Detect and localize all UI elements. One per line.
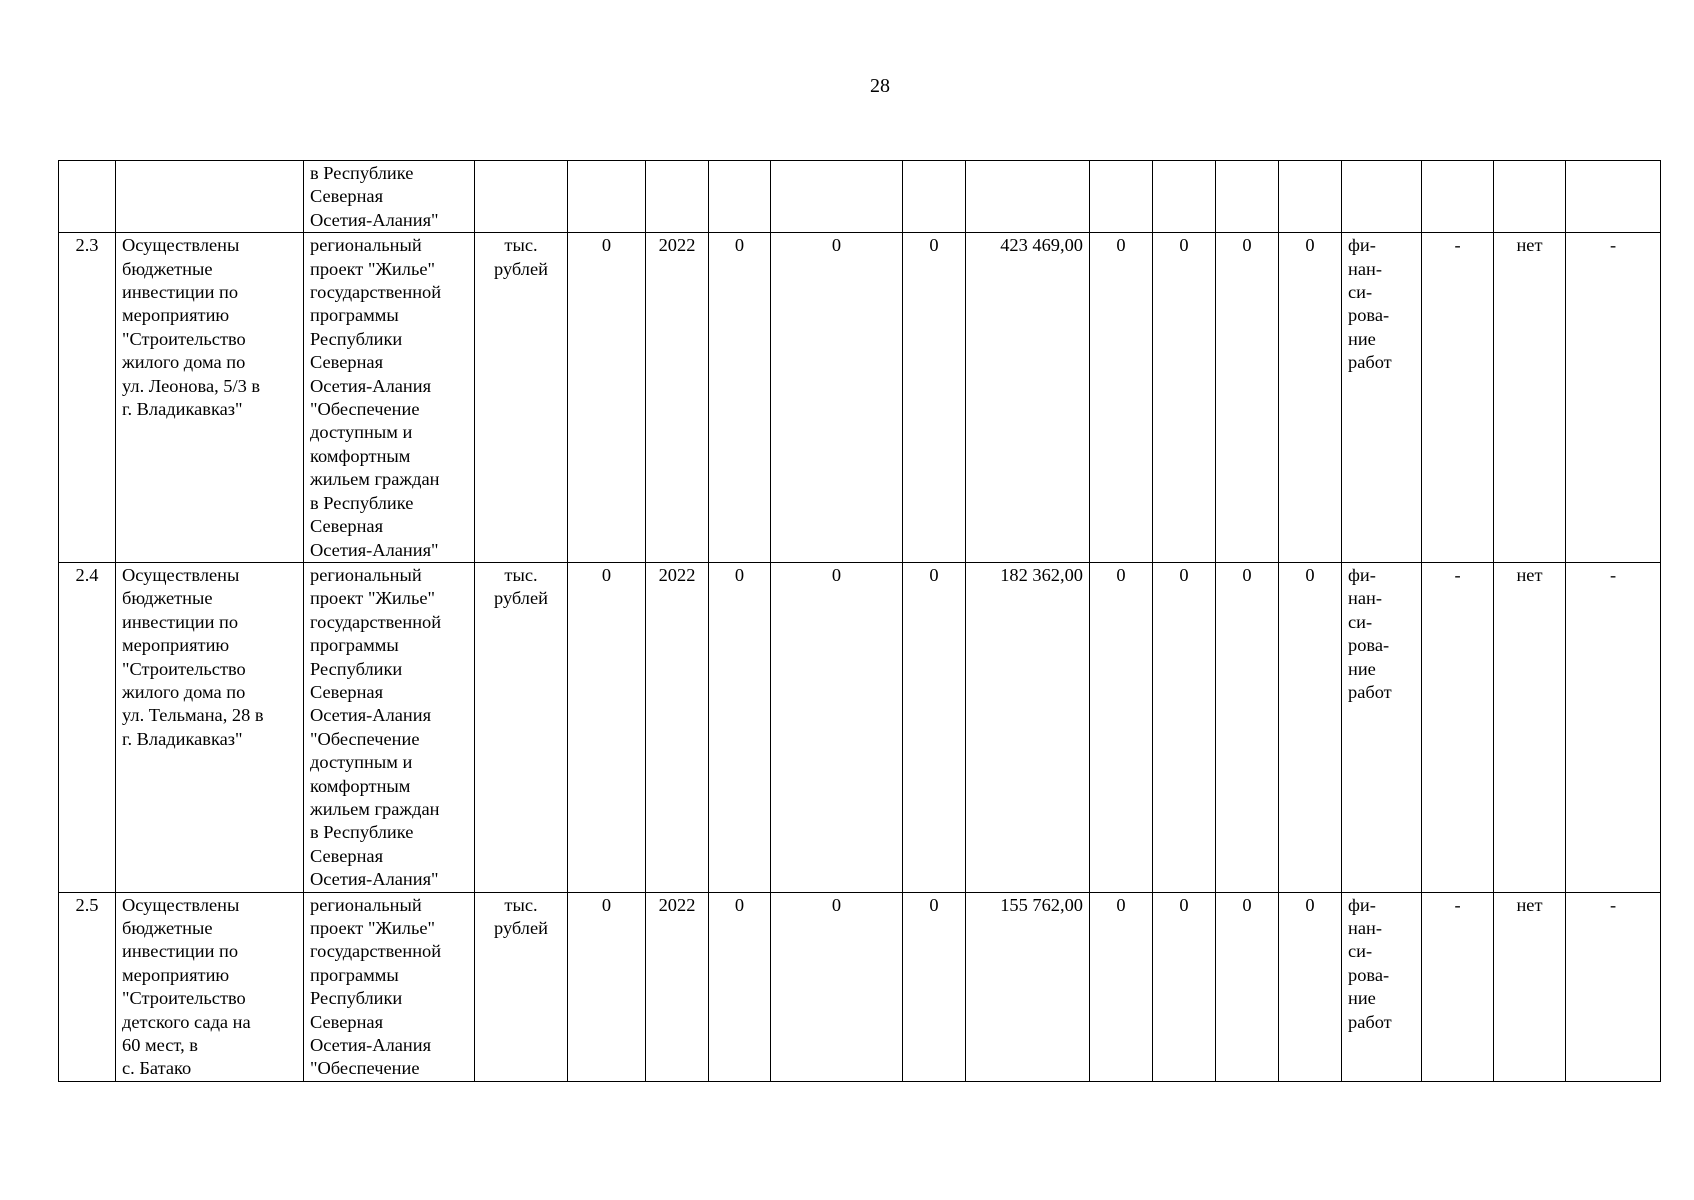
- cell-unit: тыс. рублей: [475, 233, 568, 563]
- cell-unit: тыс. рублей: [475, 562, 568, 892]
- cell-v6: 0: [1216, 892, 1279, 1081]
- cell-work: фи- нан- си- рова- ние работ: [1342, 562, 1422, 892]
- cell-v5: 0: [1153, 562, 1216, 892]
- cell-v7: 0: [1279, 562, 1342, 892]
- cell-unit: тыс. рублей: [475, 892, 568, 1081]
- cell-num: 2.4: [59, 562, 116, 892]
- cell-result: Осуществлены бюджетные инвестиции по мероприятию "Строительство детского сада на 60 мест, в с. Батако: [116, 892, 304, 1081]
- cell-dash1: [1422, 161, 1494, 233]
- cell-sum: 155 762,00: [966, 892, 1090, 1081]
- cell-v2: 0: [771, 233, 903, 563]
- cell-work: фи- нан- си- рова- ние работ: [1342, 233, 1422, 563]
- cell-program: региональный проект "Жилье" государственной программы Республики Северная Осетия-Алания "Обеспечение: [304, 892, 475, 1081]
- cell-work: [1342, 161, 1422, 233]
- cell-v1: 0: [709, 892, 771, 1081]
- cell-sum: [966, 161, 1090, 233]
- cell-year: [646, 161, 709, 233]
- cell-dash1: -: [1422, 233, 1494, 563]
- cell-unit: [475, 161, 568, 233]
- cell-program: региональный проект "Жилье" государственной программы Республики Северная Осетия-Алания "Обеспечение доступным и комфортным жильем граждан в Республике Северная Осетия-Алания": [304, 233, 475, 563]
- cell-year: 2022: [646, 892, 709, 1081]
- table-row: [59, 233, 1661, 563]
- cell-year: 2022: [646, 233, 709, 563]
- cell-result: [116, 161, 304, 233]
- cell-yn: нет: [1494, 233, 1566, 563]
- cell-v6: 0: [1216, 562, 1279, 892]
- cell-dash2: -: [1566, 892, 1661, 1081]
- cell-result: Осуществлены бюджетные инвестиции по мероприятию "Строительство жилого дома по ул. Леонова, 5/3 в г. Владикавказ": [116, 233, 304, 563]
- cell-dash1: -: [1422, 562, 1494, 892]
- cell-num: [59, 161, 116, 233]
- cell-v7: 0: [1279, 892, 1342, 1081]
- cell-v2: 0: [771, 562, 903, 892]
- cell-num: 2.3: [59, 233, 116, 563]
- cell-base: 0: [568, 892, 646, 1081]
- cell-year: 2022: [646, 562, 709, 892]
- cell-result: Осуществлены бюджетные инвестиции по мероприятию "Строительство жилого дома по ул. Тельмана, 28 в г. Владикавказ": [116, 562, 304, 892]
- page-number: 28: [870, 75, 890, 97]
- cell-v5: 0: [1153, 892, 1216, 1081]
- cell-v4: [1090, 161, 1153, 233]
- cell-v3: [903, 161, 966, 233]
- cell-dash1: -: [1422, 892, 1494, 1081]
- cell-v3: 0: [903, 562, 966, 892]
- cell-v1: 0: [709, 562, 771, 892]
- cell-work: фи- нан- си- рова- ние работ: [1342, 892, 1422, 1081]
- cell-dash2: -: [1566, 233, 1661, 563]
- table-row: [59, 562, 1661, 892]
- table-row: [59, 892, 1661, 1081]
- cell-v3: 0: [903, 892, 966, 1081]
- cell-base: 0: [568, 233, 646, 563]
- cell-base: [568, 161, 646, 233]
- cell-v1: 0: [709, 233, 771, 563]
- cell-v2: 0: [771, 892, 903, 1081]
- cell-yn: нет: [1494, 892, 1566, 1081]
- cell-v3: 0: [903, 233, 966, 563]
- cell-program: региональный проект "Жилье" государственной программы Республики Северная Осетия-Алания "Обеспечение доступным и комфортным жильем граждан в Республике Северная Осетия-Алания": [304, 562, 475, 892]
- cell-yn: нет: [1494, 562, 1566, 892]
- cell-v4: 0: [1090, 233, 1153, 563]
- cell-v5: [1153, 161, 1216, 233]
- cell-sum: 182 362,00: [966, 562, 1090, 892]
- cell-yn: [1494, 161, 1566, 233]
- cell-sum: 423 469,00: [966, 233, 1090, 563]
- table-row-continued: [59, 161, 1661, 233]
- cell-v2: [771, 161, 903, 233]
- cell-num: 2.5: [59, 892, 116, 1081]
- cell-program: в Республике Северная Осетия-Алания": [304, 161, 475, 233]
- cell-v6: [1216, 161, 1279, 233]
- cell-v6: 0: [1216, 233, 1279, 563]
- cell-v7: [1279, 161, 1342, 233]
- cell-v5: 0: [1153, 233, 1216, 563]
- cell-v4: 0: [1090, 562, 1153, 892]
- data-table: [58, 160, 1661, 1082]
- cell-v4: 0: [1090, 892, 1153, 1081]
- cell-v7: 0: [1279, 233, 1342, 563]
- cell-dash2: [1566, 161, 1661, 233]
- cell-dash2: -: [1566, 562, 1661, 892]
- cell-v1: [709, 161, 771, 233]
- cell-base: 0: [568, 562, 646, 892]
